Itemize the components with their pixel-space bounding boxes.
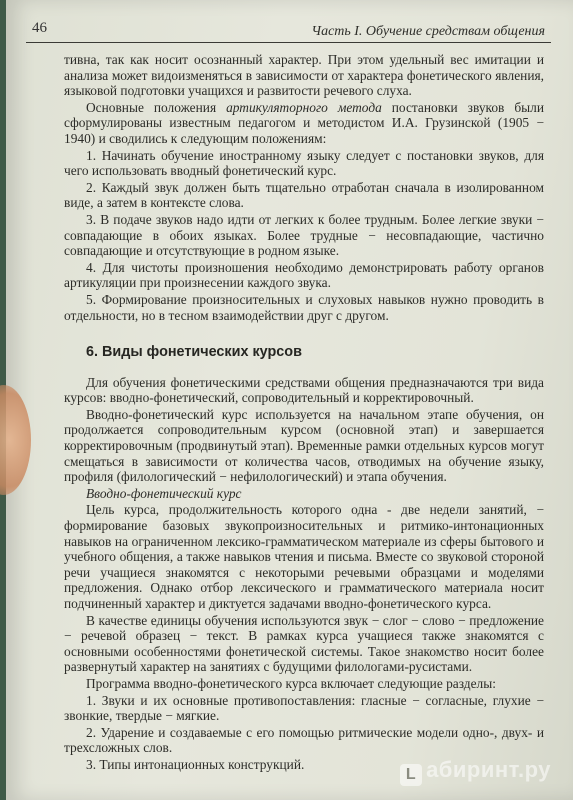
- text-run: Основные положения: [86, 99, 227, 115]
- subheading: Вводно-фонетический курс: [86, 485, 242, 501]
- running-head: Часть I. Обучение средствам общения: [311, 24, 545, 39]
- book-page: [6, 0, 573, 800]
- thumb-shadow: [0, 385, 31, 495]
- labirint-logo-icon: L: [400, 764, 422, 786]
- page-number: 46: [32, 20, 47, 36]
- list-item: 3. Типы интонационных конструкций.: [86, 756, 305, 772]
- watermark: [400, 757, 551, 786]
- list-item: 5. Формирование произносительных и слуховых навыков нужно проводить в отдельности, но в тесном взаимодействии друг с другом.: [64, 291, 544, 323]
- section-heading: 6. Виды фонетических курсов: [86, 344, 302, 361]
- watermark-text: абиринт.ру: [426, 757, 551, 782]
- page-header: [26, 10, 551, 43]
- paragraph: Вводно-фонетический курс используется на начальном этапе обучения, он продолжается сопроводительным курсом (основной этап) и завершается корректировочным (продвинутый этап). Временные рамки отдельных курсов могут смещаться в зависимости от количества часов, отводимых на обучение языку, профиля (филологический − нефилологический) и этапа обучения.: [64, 406, 544, 485]
- paragraph-articulatory-method: [64, 100, 544, 147]
- list-item: 1. Начинать обучение иностранному языку следует с постановки звуков, для чего использовать вводный фонетический курс.: [64, 147, 544, 179]
- term-articulatory-method: артикуляторного метода: [226, 99, 382, 115]
- list-item: 3. В подаче звуков надо идти от легких к более трудным. Более легкие звуки − совпадающие в обоих языках. Более трудные − несовпадающие, частично совпадающие и отсутствующие в родном языке.: [64, 211, 544, 259]
- paragraph: В качестве единицы обучения используются звук − слог − слово − предложение − речевой образец − текст. В рамках курса учащиеся также знакомятся с основными особенностями фонетической системы. Такое знакомство носит более развернутый характер на занятиях с будущими филологами-русистами.: [64, 612, 544, 675]
- list-item: 2. Каждый звук должен быть тщательно отработан сначала в изолированном виде, а затем в контексте слова.: [64, 179, 544, 211]
- paragraph: Цель курса, продолжительность которого одна - две недели занятий, − формирование базовых звукопроизносительных и ритмико-интонационных навыков на ограниченном лексико-грамматическом материале из сферы бытового и учебного общения, а также навыков чтения и письма. Вместе со звуковой стороной речи учащиеся знакомятся с некоторыми речевыми образцами и моделями предложения. Однако отбор лексического и грамматического материала носит подчиненный характер и диктуется задачами вводно-фонетического курса.: [64, 502, 544, 611]
- list-item: 1. Звуки и их основные противопоставления: гласные − согласные, глухие − звонкие, твердые − мягкие.: [64, 692, 544, 724]
- list-item: 2. Ударение и создаваемые с его помощью ритмические модели одно-, двух- и трехсложных слов.: [64, 724, 544, 756]
- text-run: постановки звуков были сформулированы известным педагогом и методистом И.А. Грузинской (1905 − 1940) и сводились к следующим положениям:: [64, 99, 544, 146]
- list-item: 4. Для чистоты произношения необходимо демонстрировать работу органов артикуляции при произнесении каждого звука.: [64, 259, 544, 291]
- page-body: [64, 52, 544, 774]
- paragraph: Программа вводно-фонетического курса включает следующие разделы:: [86, 675, 496, 691]
- paragraph: Для обучения фонетическими средствами общения предназначаются три вида курсов: вводно-фонетический, сопроводительный и корректировочный.: [64, 374, 544, 406]
- paragraph: тивна, так как носит осознанный характер. При этом удельный вес имитации и анализа может видоизменяться в зависимости от характера фонетического явления, языковой подготовки учащихся и развитости речевого слуха.: [64, 52, 544, 99]
